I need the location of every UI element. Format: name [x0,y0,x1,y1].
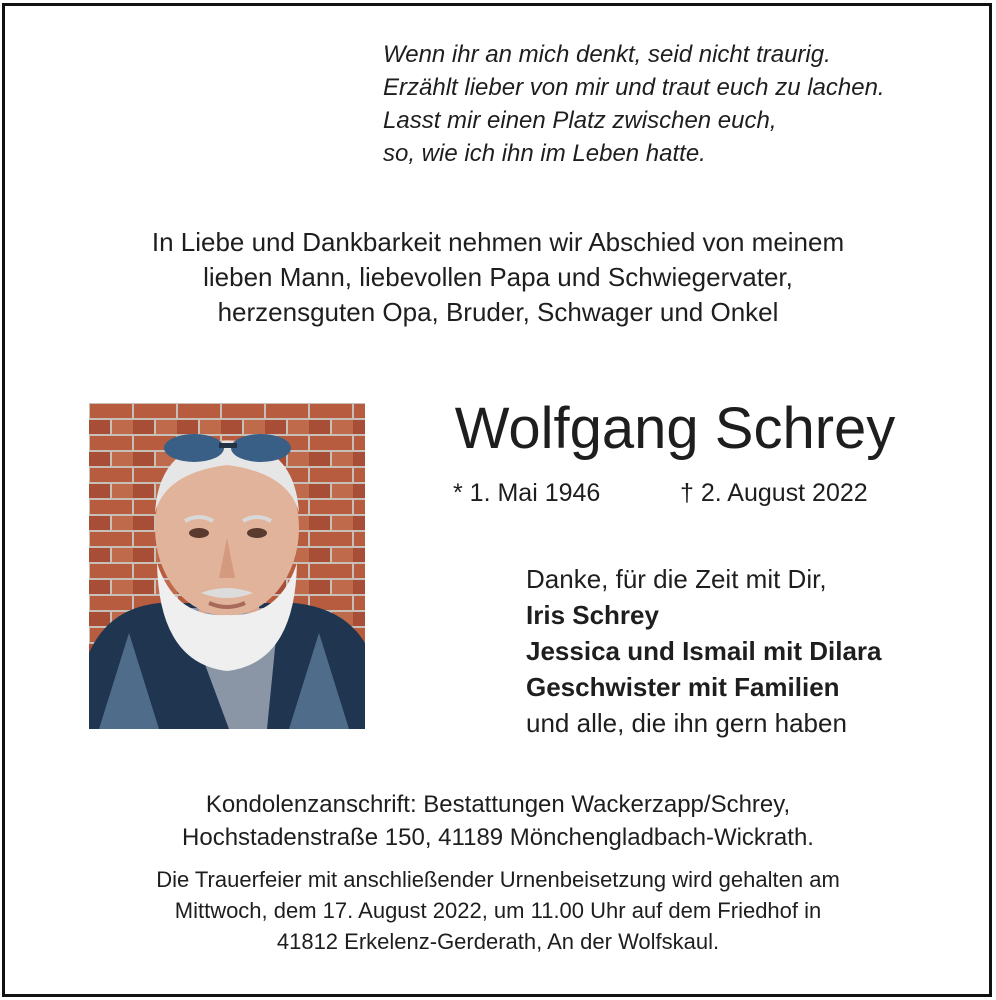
ceremony-line: Die Trauerfeier mit anschließender Urnenbeisetzung wird gehalten am [156,867,840,892]
mourner-name: Iris Schrey [526,600,659,630]
death-date: † 2. August 2022 [680,479,868,507]
poem-line: Lasst mir einen Platz zwischen euch, [383,107,777,134]
mourner-name: Jessica und Ismail mit Dilara [526,636,882,666]
farewell-text [60,225,936,330]
farewell-line: In Liebe und Dankbarkeit nehmen wir Abschied von meinem [151,227,845,257]
farewell-line: lieben Mann, liebevollen Papa und Schwiegervater, [203,262,793,292]
birth-date: * 1. Mai 1946 [453,479,601,507]
portrait-illustration [89,403,365,729]
closing-line: und alle, die ihn gern haben [526,708,847,738]
address-line: Kondolenzanschrift: Bestattungen Wackerzapp/Schrey, [205,791,791,818]
poem-line: so, wie ich ihn im Leben hatte. [383,140,706,167]
farewell-line: herzensguten Opa, Bruder, Schwager und Onkel [217,297,779,327]
thanks-line: Danke, für die Zeit mit Dir, [526,564,827,594]
address-line: Hochstadenstraße 150, 41189 Mönchengladbach-Wickrath. [182,824,814,851]
poem [383,38,885,170]
ceremony-line: Mittwoch, dem 17. August 2022, um 11.00 Uhr auf dem Friedhof in [174,898,822,923]
condolence-address [60,788,936,854]
deceased-name: Wolfgang Schrey [454,396,896,461]
portrait-photo [89,403,365,729]
family-signature [526,561,882,741]
poem-line: Wenn ihr an mich denkt, seid nicht traurig. [383,41,831,68]
ceremony-line: 41812 Erkelenz-Gerderath, An der Wolfskaul. [276,929,720,954]
ceremony-info [60,864,936,957]
mourner-name: Geschwister mit Familien [526,672,840,702]
poem-line: Erzählt lieber von mir und traut euch zu lachen. [383,74,885,101]
